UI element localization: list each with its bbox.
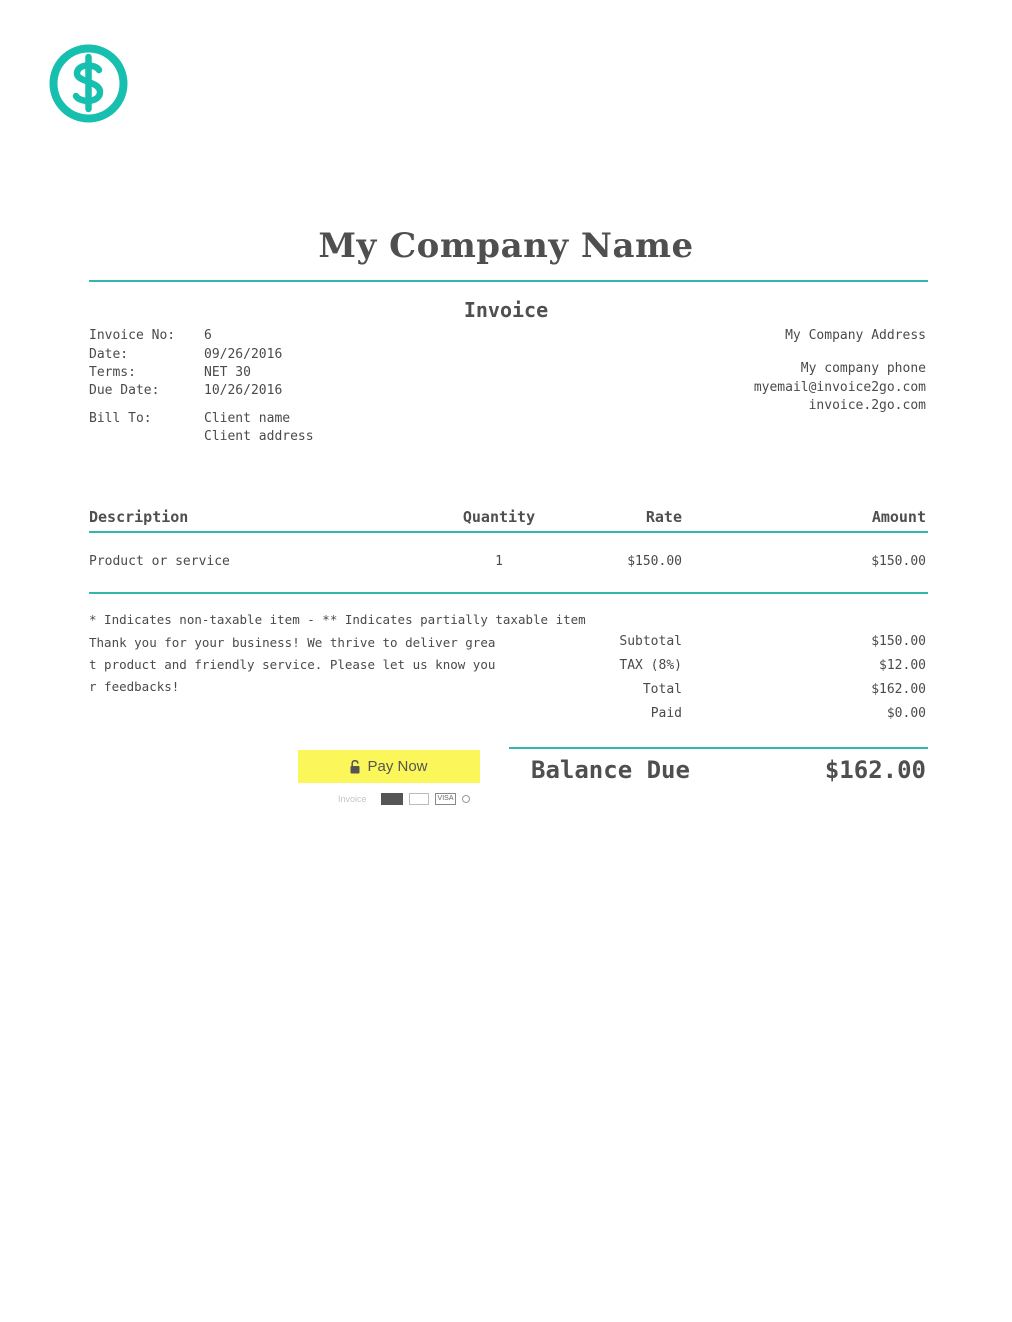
dollar-circle-icon: [48, 43, 129, 124]
document-title: Invoice: [463, 298, 549, 322]
total-label: Total: [642, 682, 682, 697]
paid-value: $0.00: [886, 706, 926, 721]
tax-label: TAX (8%): [619, 658, 682, 673]
discover-icon: [462, 795, 470, 803]
row-amount: $150.00: [871, 554, 926, 569]
table-bottom-divider: [89, 592, 928, 594]
pay-now-label: Pay Now: [367, 758, 428, 775]
date-value: 09/26/2016: [204, 347, 283, 362]
bill-to-label: Bill To:: [89, 411, 152, 426]
company-phone: My company phone: [800, 361, 926, 376]
terms-label: Terms:: [89, 365, 136, 380]
pay-now-button[interactable]: [298, 750, 480, 783]
invoice-no-label: Invoice No:: [89, 328, 176, 343]
company-address: My Company Address: [785, 328, 926, 343]
column-header-quantity: Quantity: [462, 508, 536, 526]
company-name: My Company Name: [318, 226, 694, 266]
row-description: Product or service: [89, 554, 230, 569]
unlock-icon: [350, 760, 360, 774]
table-header-divider: [89, 531, 928, 533]
balance-due-label: Balance Due: [531, 756, 690, 784]
row-quantity: 1: [495, 554, 503, 569]
thank-you-message: Thank you for your business! We thrive to deliver great product and friendly service. Please let us know your feedbacks!: [89, 635, 496, 694]
total-value: $162.00: [871, 682, 926, 697]
subtotal-label: Subtotal: [619, 634, 682, 649]
tax-legend: * Indicates non-taxable item - ** Indicates partially taxable item: [89, 612, 586, 627]
tax-value: $12.00: [879, 658, 926, 673]
accepted-cards: [338, 791, 470, 807]
invoice-no-value: 6: [204, 328, 212, 343]
terms-value: NET 30: [204, 365, 251, 380]
paid-label: Paid: [650, 706, 682, 721]
due-date-value: 10/26/2016: [204, 383, 283, 398]
column-header-amount: Amount: [871, 508, 926, 526]
column-header-description: Description: [89, 508, 189, 526]
amex-icon: [409, 793, 429, 805]
row-rate: $150.00: [627, 554, 682, 569]
client-name: Client name: [204, 411, 291, 426]
balance-due-value: $162.00: [824, 756, 926, 784]
date-label: Date:: [89, 347, 129, 362]
due-date-label: Due Date:: [89, 383, 160, 398]
visa-icon: VISA: [435, 793, 457, 805]
company-website: invoice.2go.com: [808, 398, 926, 413]
balance-divider: [509, 747, 928, 749]
client-address: Client address: [204, 429, 314, 444]
column-header-rate: Rate: [645, 508, 682, 526]
provider-label: Invoice: [338, 794, 367, 804]
subtotal-value: $150.00: [871, 634, 926, 649]
mastercard-icon: [381, 793, 403, 805]
company-email: myemail@invoice2go.com: [753, 380, 926, 395]
header-divider: [89, 280, 928, 282]
